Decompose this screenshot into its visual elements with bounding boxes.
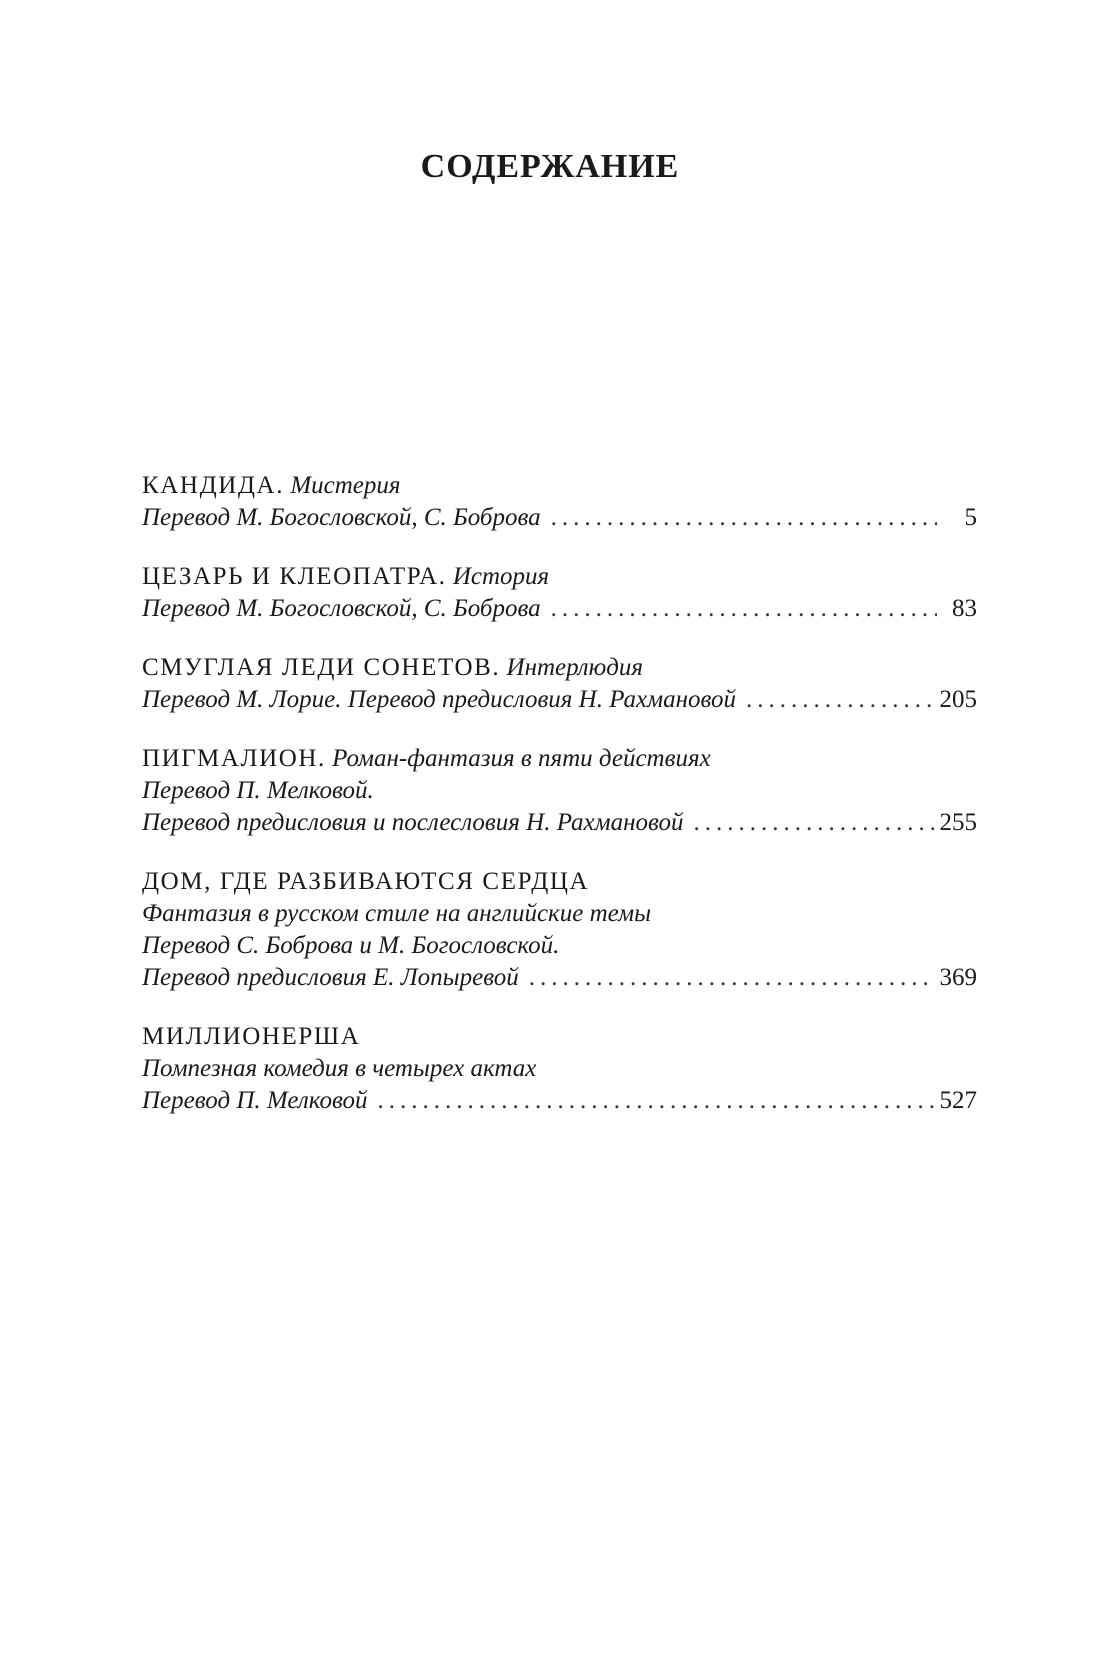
translation-line: [142, 807, 977, 839]
toc-entry-kandida: [142, 470, 977, 534]
play-genre: Помпезная комедия в четырех актах: [142, 1055, 537, 1082]
translation-line: [142, 593, 977, 625]
toc-entry-dark-lady: [142, 652, 977, 716]
translator-line: Перевод П. Мелковой.: [142, 777, 374, 804]
play-title: МИЛЛИОНЕРША: [142, 1023, 361, 1050]
page-number: 83: [952, 595, 977, 622]
page-number: 527: [939, 1087, 977, 1114]
toc-entry-caesar: [142, 561, 977, 625]
play-title: ЦЕЗАРЬ И КЛЕОПАТРА.: [142, 563, 447, 590]
page-number: 5: [964, 504, 977, 531]
play-title: ДОМ, ГДЕ РАЗБИВАЮТСЯ СЕРДЦА: [142, 868, 590, 895]
dot-leader: [694, 807, 934, 839]
play-genre: Фантазия в русском стиле на английские темы: [142, 900, 651, 927]
translation-credit: Перевод предисловия и послесловия Н. Рахмановой: [142, 809, 684, 836]
play-genre: Роман-фантазия в пяти действиях: [332, 745, 711, 772]
translation-line: [142, 962, 977, 994]
translation-credit: Перевод М. Богословской, С. Боброва: [142, 595, 541, 622]
translation-credit: Перевод П. Мелковой: [142, 1087, 368, 1114]
translation-credit: Перевод предисловия Е. Лопыревой: [142, 964, 519, 991]
play-genre: Мистерия: [290, 472, 401, 499]
translation-line: [142, 684, 977, 716]
entry-heading: [142, 652, 977, 684]
translation-line: [142, 502, 977, 534]
entry-heading: [142, 561, 977, 593]
play-title: КАНДИДА.: [142, 472, 285, 499]
page-number: 255: [939, 809, 977, 836]
translation-line: [142, 1085, 977, 1117]
play-title: СМУГЛАЯ ЛЕДИ СОНЕТОВ.: [142, 654, 501, 681]
page-title: СОДЕРЖАНИЕ: [420, 148, 680, 185]
page-number: 205: [939, 686, 977, 713]
dot-leader: [551, 502, 937, 534]
entry-heading: [142, 743, 977, 775]
toc-entry-pygmalion: [142, 743, 977, 839]
dot-leader: [529, 962, 934, 994]
dot-leader: [746, 684, 933, 716]
entry-heading: [142, 470, 977, 502]
table-of-contents: [142, 470, 977, 1144]
translation-credit: Перевод М. Лорие. Перевод предисловия Н. Рахмановой: [142, 686, 737, 713]
play-genre: Интерлюдия: [506, 654, 643, 681]
translation-credit: Перевод М. Богословской, С. Боброва: [142, 504, 541, 531]
play-title: ПИГМАЛИОН.: [142, 745, 326, 772]
translator-line: Перевод С. Боброва и М. Богословской.: [142, 932, 560, 959]
toc-entry-heartbreak-house: [142, 866, 977, 994]
dot-leader: [551, 593, 937, 625]
dot-leader: [378, 1085, 934, 1117]
page-number: 369: [939, 964, 977, 991]
toc-entry-millionairess: [142, 1021, 977, 1117]
play-genre: История: [452, 563, 550, 590]
